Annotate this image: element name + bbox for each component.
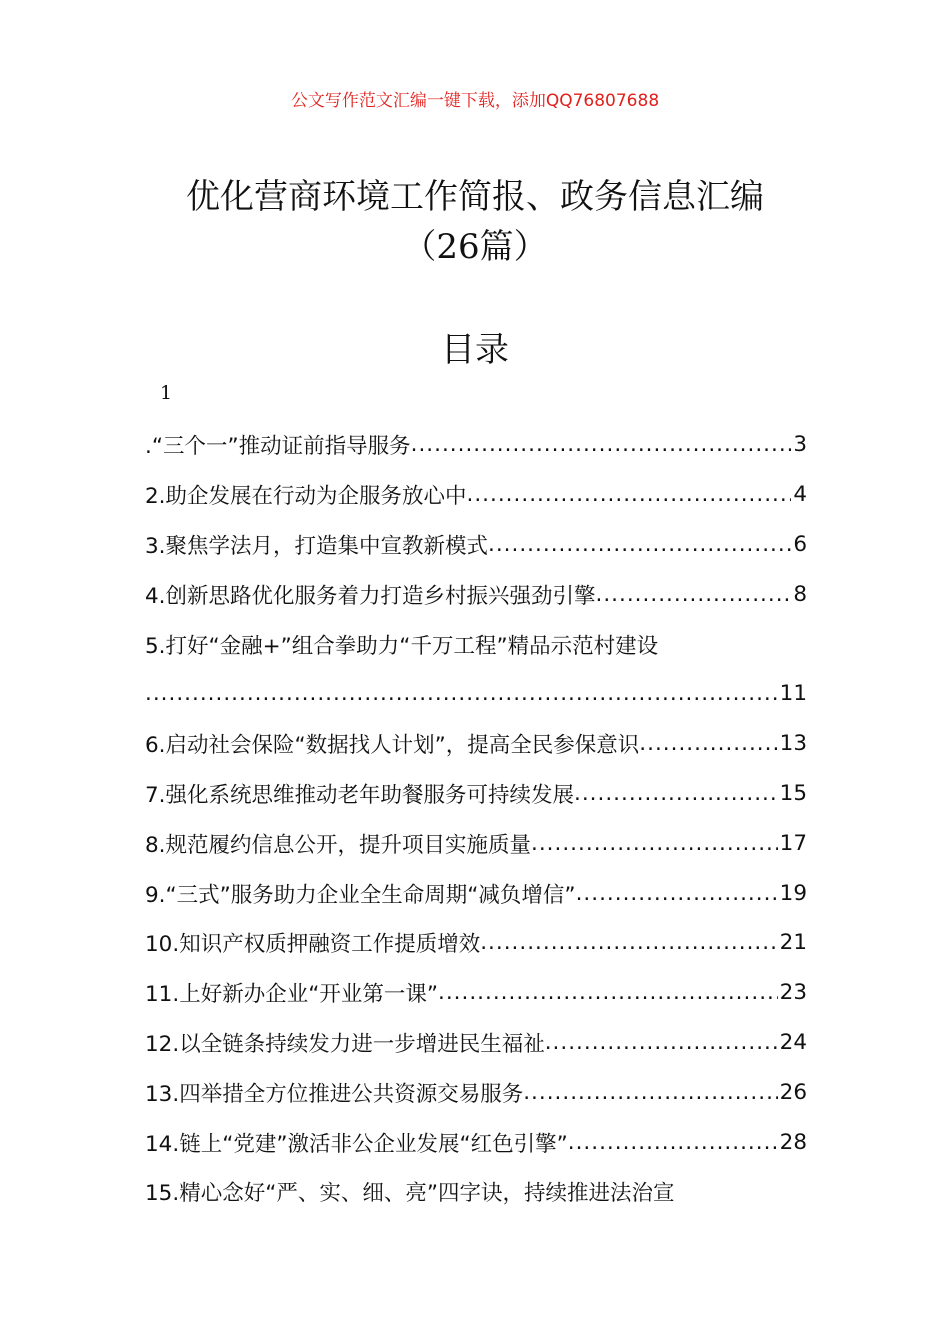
toc-entry[interactable]: [145, 520, 807, 570]
toc-entry-title: 13.四举措全方位推进公共资源交易服务: [145, 1081, 524, 1107]
toc-entry-title: 10.知识产权质押融资工作提质增效: [145, 932, 481, 958]
toc-entry-page: 23: [779, 980, 807, 1006]
toc-entry-title: 2.助企发展在行动为企服务放心中: [145, 484, 467, 510]
toc-entry[interactable]: [145, 420, 807, 470]
toc-leader-dots: [411, 432, 792, 457]
toc-heading: 目录: [441, 330, 509, 370]
toc-entry-title: 15.精心念好“严、实、细、亮”四字诀，持续推进法治宣: [145, 1181, 675, 1207]
toc-leader-dots: [145, 681, 778, 706]
toc-entry-continuation[interactable]: [145, 669, 807, 719]
toc-leader-dots: [574, 781, 778, 806]
toc-entry[interactable]: [145, 569, 807, 619]
toc-entry-title: 12.以全链条持续发力进一步增进民生福祉: [145, 1031, 545, 1057]
toc-leader-dots: [568, 1130, 778, 1155]
toc-leader-dots: [480, 930, 777, 955]
toc-entry-page: 26: [779, 1079, 807, 1105]
toc-entry-title: 4.创新思路优化服务着力打造乡村振兴强劲引擎: [145, 583, 596, 609]
toc-entry-page: 11: [779, 681, 807, 707]
toc-entry-title: 3.聚焦学法月，打造集中宣教新模式: [145, 533, 489, 559]
toc-entry-title: 9.“三式”服务助力企业全生命周期“减负增信”: [145, 882, 576, 908]
toc-leader-dots: [438, 980, 778, 1005]
toc-entry-title: .“三个一”推动证前指导服务: [145, 434, 411, 460]
toc-entry[interactable]: [145, 769, 807, 819]
toc-entry[interactable]: [145, 719, 807, 769]
toc-entry[interactable]: [145, 918, 807, 968]
toc-entry-title: 7.强化系统思维推动老年助餐服务可持续发展: [145, 782, 575, 808]
toc-entry-page: 3: [793, 432, 807, 458]
toc-entry-page: 17: [779, 830, 807, 856]
toc-entry[interactable]: [145, 1167, 807, 1217]
toc-leader-dots: [488, 532, 791, 557]
toc-entry[interactable]: [145, 818, 807, 868]
toc-entry[interactable]: [145, 1018, 807, 1068]
toc-leader-dots: [639, 731, 777, 756]
title-line-1: 优化营商环境工作简报、政务信息汇编: [186, 177, 764, 217]
stray-number: 1: [160, 382, 173, 404]
toc-leader-dots: [523, 1080, 777, 1105]
toc-entry-page: 4: [793, 482, 807, 508]
toc-entry[interactable]: [145, 1067, 807, 1117]
toc-entry-page: 13: [779, 731, 807, 757]
toc-entry[interactable]: [145, 968, 807, 1018]
toc-leader-dots: [576, 881, 778, 906]
document-title: [0, 172, 950, 272]
toc-leader-dots: [467, 482, 792, 507]
toc-leader-dots: [596, 582, 792, 607]
toc-entry-page: 28: [779, 1129, 807, 1155]
toc-entry[interactable]: [145, 470, 807, 520]
title-line-2: （26篇）: [402, 227, 548, 267]
toc-entry-title: 11.上好新办企业“开业第一课”: [145, 982, 438, 1008]
toc-entry-page: 8: [793, 581, 807, 607]
download-banner: 公文写作范文汇编一键下载，添加QQ76807688: [290, 91, 660, 111]
toc-entry-page: 6: [793, 531, 807, 557]
toc-entry-title: 14.链上“党建”激活非公企业发展“红色引擎”: [145, 1131, 568, 1157]
table-of-contents: [145, 420, 807, 1217]
toc-entry-title: 6.启动社会保险“数据找人计划”，提高全民参保意识: [145, 733, 640, 759]
toc-entry-page: 24: [779, 1029, 807, 1055]
toc-leader-dots: [531, 831, 778, 856]
toc-entry[interactable]: [145, 1117, 807, 1167]
toc-leader-dots: [545, 1030, 778, 1055]
toc-entry-page: 19: [779, 880, 807, 906]
toc-entry[interactable]: [145, 868, 807, 918]
toc-entry-page: 15: [779, 780, 807, 806]
toc-entry-page: 21: [779, 930, 807, 956]
toc-entry-title: 8.规范履约信息公开，提升项目实施质量: [145, 832, 532, 858]
toc-entry-title: 5.打好“金融+”组合拳助力“千万工程”精品示范村建设: [145, 633, 659, 659]
toc-entry[interactable]: [145, 619, 807, 669]
